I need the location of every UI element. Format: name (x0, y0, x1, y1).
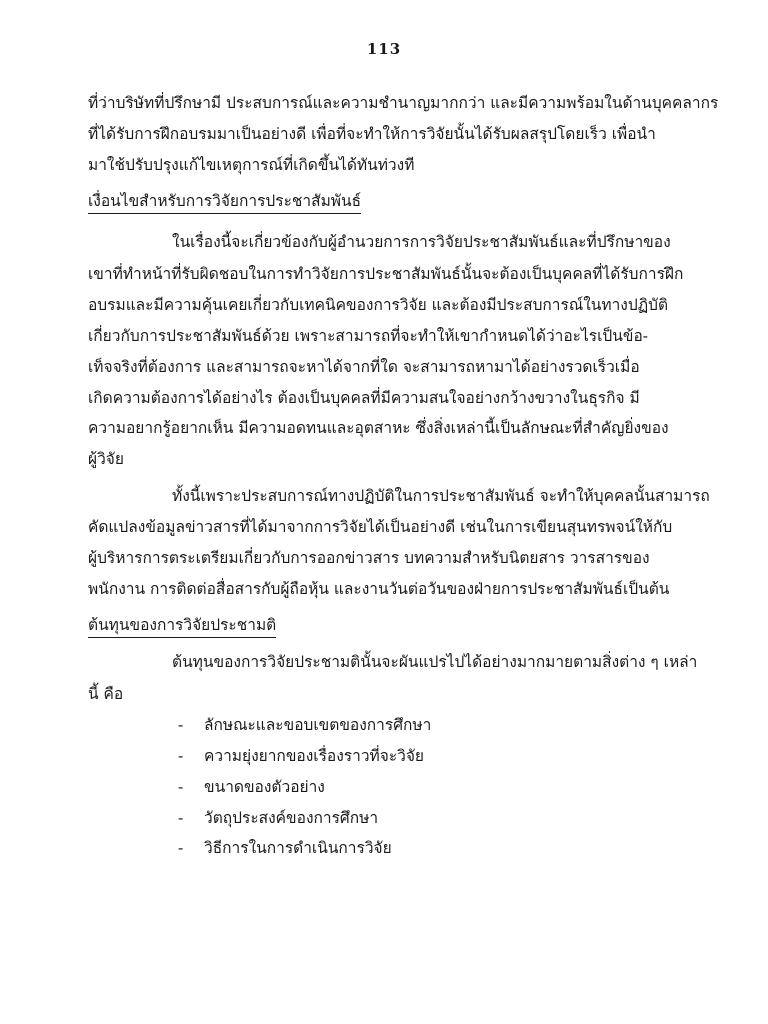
conditions-line: ในเรื่องนี้จะเกี่ยวข้องกับผู้อำนวยการการวิจัยประชาสัมพันธ์และที่ปรึกษาของ (172, 233, 671, 251)
page-number: 113 (366, 40, 402, 58)
bullet-text: วิธีการในการดำเนินการวิจัย (204, 839, 392, 857)
intro-line: ที่ว่าบริษัทที่ปรึกษามี ประสบการณ์และความชำนาญมากกว่า และมีความพร้อมในด้านบุคคลากร (88, 94, 719, 112)
intro-line: ที่ได้รับการฝึกอบรมมาเป็นอย่างดี เพื่อที่จะทำให้การวิจัยนั้นได้รับผลสรุปโดยเร็ว เพื่อนำ (88, 125, 656, 143)
intro-line: มาใช้ปรับปรุงแก้ไขเหตุการณ์ที่เกิดขึ้นได้ทันท่วงที (88, 156, 415, 174)
bullet-text: ขนาดของตัวอย่าง (204, 778, 325, 796)
section-heading-conditions: เงื่อนไขสำหรับการวิจัยการประชาสัมพันธ์ (88, 191, 361, 214)
bullet-item (178, 777, 325, 797)
bullet-dash: - (178, 809, 184, 827)
bullet-text: ลักษณะและขอบเขตของการศึกษา (204, 716, 432, 734)
bullet-item (178, 715, 431, 735)
cost-line: นี้ คือ (88, 685, 124, 703)
bullet-item (178, 838, 392, 858)
conditions-line: เขาที่ทำหน้าที่รับผิดชอบในการทำวิจัยการประชาสัมพันธ์นั้นจะต้องเป็นบุคคลที่ได้รับการฝึก (88, 265, 684, 283)
bullet-item (178, 808, 378, 828)
bullet-dash: - (178, 716, 184, 734)
bullet-text: ความยุ่งยากของเรื่องราวที่จะวิจัย (204, 747, 425, 765)
conditions-line: ผู้วิจัย (88, 450, 124, 468)
cost-line: ต้นทุนของการวิจัยประชามตินั้นจะผันแปรไปได้อย่างมากมายตามสิ่งต่าง ๆ เหล่า (172, 653, 698, 671)
conditions-line: เกี่ยวกับการประชาสัมพันธ์ด้วย เพราะสามารถที่จะทำให้เขากำหนดได้ว่าอะไรเป็นข้อ- (88, 327, 649, 345)
conditions-line: เท็จจริงที่ต้องการ และสามารถจะหาได้จากที่ใด จะสามารถหามาได้อย่างรวดเร็วเมื่อ (88, 358, 640, 376)
experience-line: พนักงาน การติดต่อสื่อสารกับผู้ถือหุ้น และงานวันต่อวันของฝ่ายการประชาสัมพันธ์เป็นต้น (88, 580, 670, 598)
bullet-dash: - (178, 839, 184, 857)
bullet-text: วัตถุประสงค์ของการศึกษา (204, 809, 379, 827)
bullet-dash: - (178, 778, 184, 796)
conditions-line: ความอยากรู้อยากเห็น มีความอดทนและอุตสาหะ ซึ่งสิ่งเหล่านี้เป็นลักษณะที่สำคัญยิ่งของ (88, 419, 669, 437)
experience-line: ผู้บริหารการตระเตรียมเกี่ยวกับการออกข่าวสาร บทความสำหรับนิตยสาร วารสารของ (88, 549, 650, 567)
experience-line: ทั้งนี้เพราะประสบการณ์ทางปฏิบัติในการประชาสัมพันธ์ จะทำให้บุคคลนั้นสามารถ (172, 487, 710, 505)
experience-line: คัดแปลงข้อมูลข่าวสารที่ได้มาจากการวิจัยได้เป็นอย่างดี เช่นในการเขียนสุนทรพจน์ให้กับ (88, 518, 673, 536)
bullet-dash: - (178, 747, 184, 765)
bullet-item (178, 746, 424, 766)
conditions-line: อบรมและมีความคุ้นเคยเกี่ยวกับเทคนิคของการวิจัย และต้องมีประสบการณ์ในทางปฏิบัติ (88, 296, 669, 314)
section-heading-cost: ต้นทุนของการวิจัยประชามติ (88, 615, 276, 638)
conditions-line: เกิดความต้องการได้อย่างไร ต้องเป็นบุคคลที่มีความสนใจอย่างกว้างขวางในธุรกิจ มี (88, 389, 640, 407)
